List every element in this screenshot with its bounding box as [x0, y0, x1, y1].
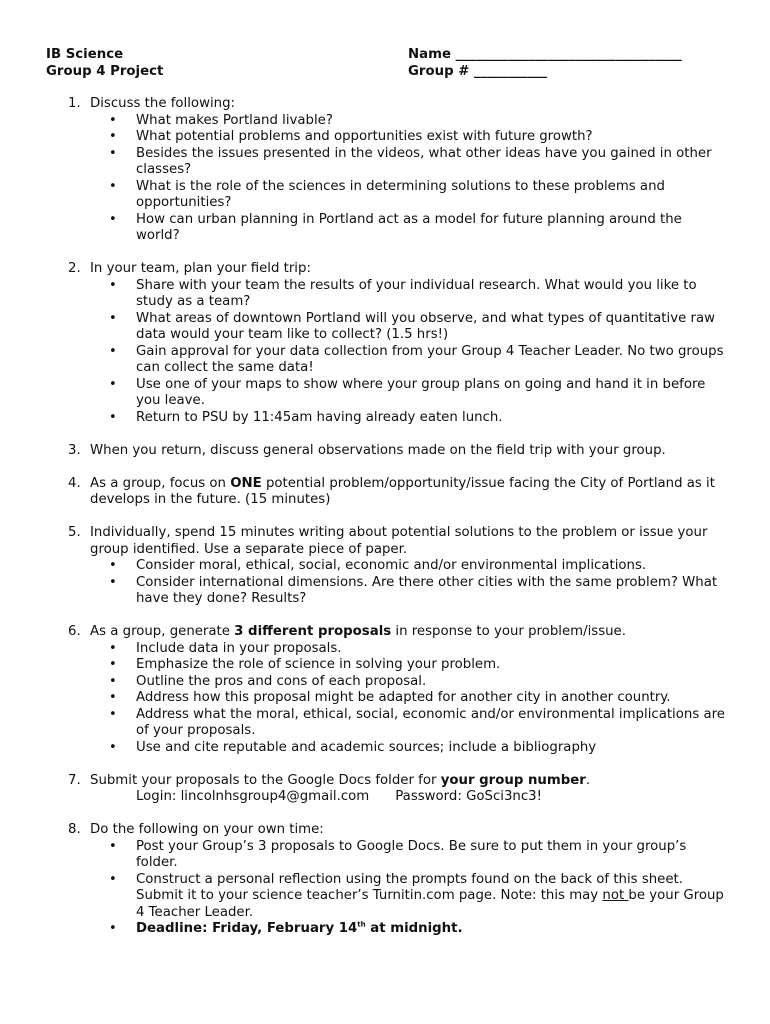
- bullet-item: [136, 872, 728, 922]
- item-number: 4.: [68, 475, 81, 491]
- bullet-item: • What makes Portland livable?: [136, 113, 728, 130]
- item-text: Individually, spend 15 minutes writing about potential solutions to the problem or issue your group identified. Use a separate piece of paper.: [90, 525, 708, 557]
- text-run: potential problem/opportunity/issue facing the City of Portland as it develops in the future. (15 minutes): [90, 475, 715, 507]
- bullet-item: • Consider moral, ethical, social, economic and/or environmental implications.: [136, 558, 728, 575]
- name-blank: __________________________________: [455, 47, 682, 62]
- bullet-item: • Address how this proposal might be adapted for another city in another country.: [136, 690, 728, 707]
- emphasis-text: your group number: [440, 772, 586, 788]
- project-title: Group 4 Project: [46, 64, 164, 79]
- item-text: Discuss the following:: [90, 96, 235, 111]
- emphasis-text: 3 different proposals: [234, 624, 392, 639]
- list-item-4: [68, 476, 728, 509]
- list-item-2: [68, 261, 728, 426]
- item-number: 1.: [68, 96, 81, 111]
- text-run: As a group, generate: [90, 624, 235, 639]
- list-item-1: [68, 96, 728, 245]
- list-item-5: [68, 525, 728, 608]
- bullet-item: • Outline the pros and cons of each proposal.: [136, 674, 728, 691]
- bullet-item: • What areas of downtown Portland will you observe, and what types of quantitative raw data would your team like to collect? (1.5 hrs!): [136, 311, 728, 344]
- item-number: 5.: [68, 525, 81, 540]
- list-item-8: [68, 822, 728, 938]
- text-run: Construct a personal reflection using the prompts found on the back of this sheet. Submit it to your science teacher’s Turnitin.com page. Note: this may: [136, 871, 683, 903]
- bullet-item: • Post your Group’s 3 proposals to Google Docs. Be sure to put them in your group’s folder.: [136, 839, 728, 872]
- bullet-list: [90, 641, 728, 757]
- list-item-6: [68, 624, 728, 756]
- text-run: in response to your problem/issue.: [391, 624, 626, 639]
- ordinal-suffix: th: [357, 920, 366, 929]
- item-text: In your team, plan your field trip:: [90, 261, 311, 276]
- underlined-text: not: [602, 888, 629, 903]
- bullet-item: • Use and cite reputable and academic sources; include a bibliography: [136, 740, 728, 757]
- item-number: 7.: [68, 772, 81, 788]
- bullet-item: • Besides the issues presented in the videos, what other ideas have you gained in other classes?: [136, 146, 728, 179]
- credentials-line: [90, 789, 728, 806]
- instruction-list: [68, 96, 728, 954]
- bullet-item: • Emphasize the role of science in solving your problem.: [136, 657, 728, 674]
- deadline-text: Deadline: Friday, February 14: [136, 921, 358, 936]
- text-run: Submit your proposals to the Google Docs folder for: [90, 772, 441, 788]
- bullet-item: • Return to PSU by 11:45am having already eaten lunch.: [136, 410, 728, 427]
- bullet-item: • Share with your team the results of your individual research. What would you like to study as a team?: [136, 278, 728, 311]
- item-number: 6.: [68, 624, 81, 639]
- deadline-item: [136, 921, 728, 938]
- bullet-item: • Use one of your maps to show where your group plans on going and hand it in before you leave.: [136, 377, 728, 410]
- name-line: [408, 46, 682, 63]
- deadline-text-end: at midnight.: [365, 921, 463, 936]
- course-title: IB Science: [46, 47, 124, 62]
- bullet-item: • What is the role of the sciences in determining solutions to these problems and opportunities?: [136, 179, 728, 212]
- bullet-list: [90, 839, 728, 938]
- bullet-item: • Address what the moral, ethical, social, economic and/or environmental implications are of your proposals.: [136, 707, 728, 740]
- bullet-item: • Consider international dimensions. Are there other cities with the same problem? What have they done? Results?: [136, 575, 728, 608]
- item-text: When you return, discuss general observations made on the field trip with your group.: [90, 442, 666, 458]
- item-number: 8.: [68, 822, 81, 837]
- name-label: Name: [408, 47, 451, 62]
- header-left: [46, 46, 163, 80]
- text-run: .: [585, 772, 591, 788]
- group-blank: ___________: [474, 64, 548, 79]
- bullet-item: • How can urban planning in Portland act as a model for future planning around the world?: [136, 212, 728, 245]
- bullet-list: [90, 558, 728, 608]
- header-right: [408, 46, 682, 80]
- password-text: Password: GoSci3nc3!: [395, 789, 542, 804]
- bullet-item: • Gain approval for your data collection from your Group 4 Teacher Leader. No two groups can collect the same data!: [136, 344, 728, 377]
- bullet-item: • Include data in your proposals.: [136, 641, 728, 658]
- text-run: As a group, focus on: [90, 475, 231, 491]
- item-number: 3.: [68, 442, 81, 458]
- emphasis-text: ONE: [230, 475, 262, 491]
- item-number: 2.: [68, 261, 81, 276]
- bullet-list: [90, 278, 728, 427]
- bullet-list: [90, 113, 728, 245]
- bullet-item: • What potential problems and opportunities exist with future growth?: [136, 129, 728, 146]
- login-text: Login: lincolnhsgroup4@gmail.com: [136, 789, 370, 804]
- text-run: be your Group 4 Teacher Leader.: [136, 888, 724, 920]
- item-text: [90, 624, 728, 641]
- item-text: [90, 773, 728, 790]
- list-item-3: [68, 443, 728, 460]
- list-item-7: [68, 773, 728, 806]
- group-label: Group #: [408, 64, 470, 79]
- group-line: [408, 63, 682, 80]
- item-text: Do the following on your own time:: [90, 822, 324, 837]
- item-text: [90, 476, 728, 509]
